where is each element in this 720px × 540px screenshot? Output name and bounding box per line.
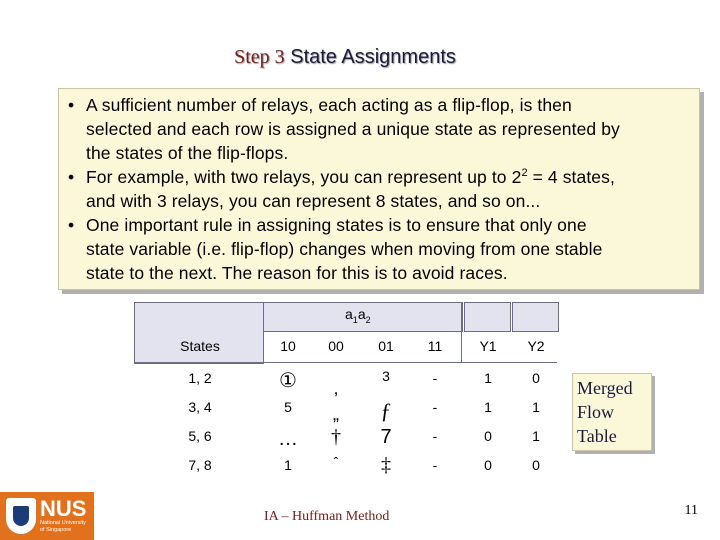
col-header: Y1 [479,338,497,354]
table-cell: ƒ [380,398,392,423]
table-cell: † [331,426,341,448]
bullet-item: • For example, with two relays, you can represent up to $2^2 = 4$ states, and with 3 relays, you can represent 8 states, and so on... [86,165,699,213]
table-cell: 3 [382,368,390,384]
state-label: 1, 2 [188,370,212,386]
col-header: 00 [328,338,344,354]
table-cell: ˆ [333,454,339,470]
step-label: Step 3 [234,46,285,68]
table-cell: - [432,428,438,444]
y1-header-bg [464,302,511,332]
table-cell: 5 [284,399,292,415]
table-cell: ‡ [381,454,391,476]
state-label: 5, 6 [188,428,212,444]
bullet-item: • A sufficient number of relays, each acting as a flip-flop, is then selected and each row is assigned a unique state as represented by the states of the flip-flops. [86,93,699,165]
table-cell: 7 [380,426,392,448]
page-number: 11 [684,503,698,518]
table-cell: 1 [532,428,540,444]
flow-table [130,298,560,483]
nus-logo [0,492,94,540]
states-header: States [180,338,220,354]
state-label: 7, 8 [188,457,212,473]
col-header: 10 [280,338,296,354]
crest-icon [6,498,36,534]
state-label: 3, 4 [188,399,212,415]
table-cell: ‚ [334,378,338,398]
table-cell: „ [333,404,339,424]
table-cell: 1 [484,399,492,415]
logo-name: NUS [40,496,87,521]
table-cell: - [432,457,438,473]
y2-header-bg [512,302,559,332]
table-cell: 0 [532,370,540,386]
table-cell: … [278,428,298,450]
slide-title [0,46,690,69]
footer-text: IA – Huffman Method [264,509,390,524]
table-cell: - [432,399,438,415]
table-cell: 0 [532,457,540,473]
title-label: State Assignments [290,46,456,68]
col-header: 01 [378,338,394,354]
table-cell: 0 [484,457,492,473]
bullet-box [58,88,700,290]
col-header: 11 [427,338,443,354]
logo-subtitle: National University of Singapore [40,520,86,533]
states-header-bg [134,302,264,364]
merged-flow-table-label: Merged Flow Table [572,373,652,451]
col-header: Y2 [527,338,545,354]
table-cell: - [432,370,438,386]
table-cell: 1 [484,370,492,386]
table-cell: ① [279,370,297,392]
table-cell: 1 [532,399,540,415]
bullet-item: • One important rule in assigning states is to ensure that only one state variable (i.e. flip-flop) changes when moving from one stable state to the next. The reason for this is to avoid races. [86,213,699,285]
input-variable-label: $a_1a_2$ [345,306,371,325]
table-cell: 1 [284,457,292,473]
table-cell: 0 [484,428,492,444]
